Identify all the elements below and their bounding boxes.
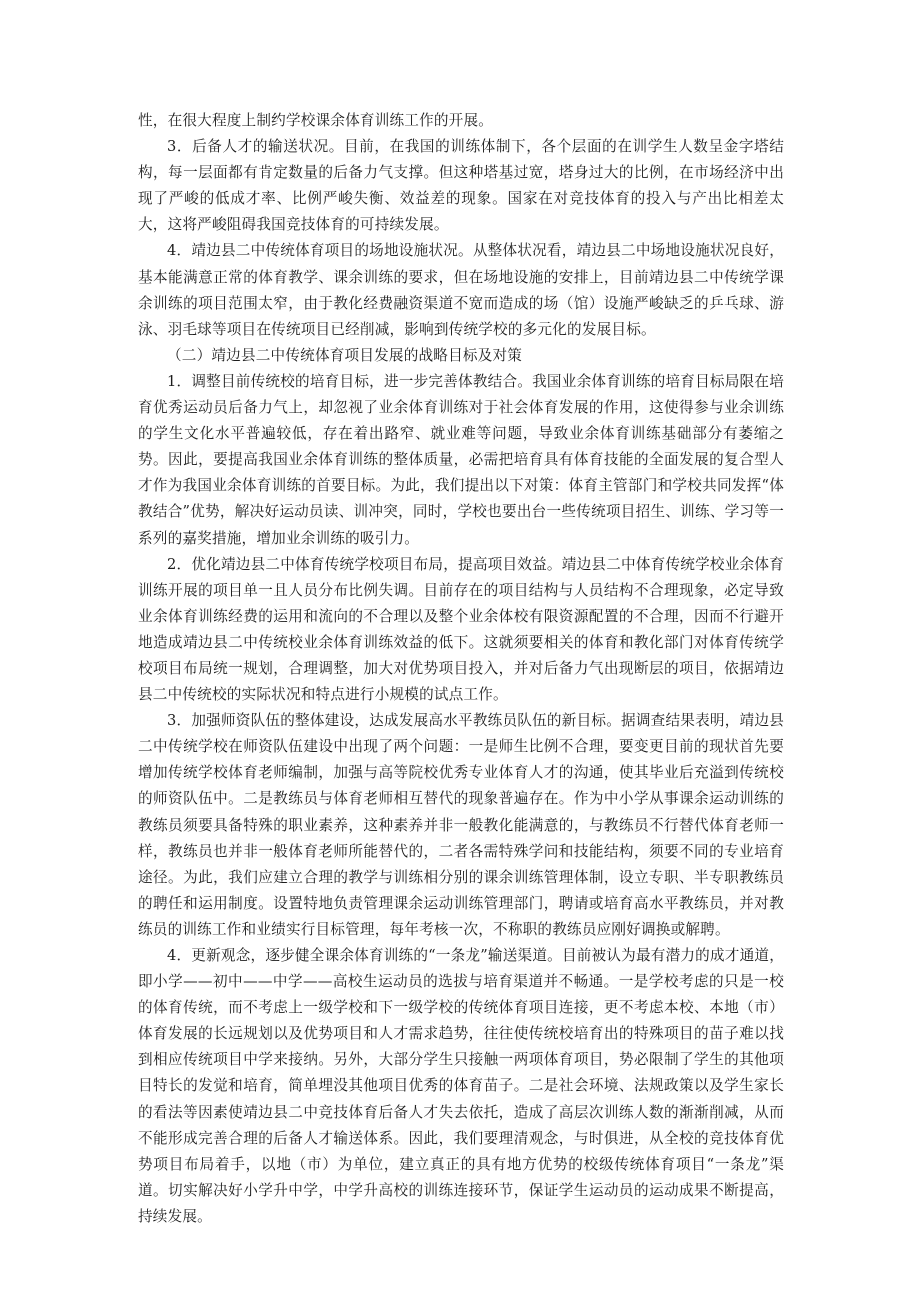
document-page (138, 108, 784, 1230)
paragraph-project-layout: 2．优化靖边县二中体育传统学校项目布局，提高项目效益。靖边县二中体育传统学校业余体育训练开展的项目单一且人员分布比例失调。目前存在的项目结构与人员结构不合理现象，必定导致业余体育训练经费的运用和流向的不合理以及整个业余体校有限资源配置的不合理，因而不行避开地造成靖边县二中传统校业余体育训练效益的低下。这就须要相关的体育和教化部门对体育传统学校项目布局统一规划，合理调整，加大对优势项目投入，并对后备力气出现断层的项目，依据靖边县二中传统校的实际状况和特点进行小规模的试点工作。 (138, 555, 784, 704)
paragraph-teaching-staff: 3．加强师资队伍的整体建设，达成发展高水平教练员队伍的新目标。据调查结果表明，靖边县二中传统学校在师资队伍建设中出现了两个问题：一是师生比例不合理，要变更目前的现状首先要增加传统学校体育老师编制，加强与高等院校优秀专业体育人才的沟通，使其毕业后充溢到传统校的师资队伍中。二是教练员与体育老师相互替代的现象普遍存在。作为中小学从事课余运动训练的教练员须要具备特殊的职业素养，这种素养并非一般教化能满意的，与教练员不行替代体育老师一样，教练员也并非一般体育老师所能替代的，二者各需特殊学问和技能结构，须要不同的专业培育途径。为此，我们应建立合理的教学与训练相分别的课余训练管理体制，设立专职、半专职教练员的聘任和运用制度。设置特地负责管理课余运动训练管理部门，聘请或培育高水平教练员，并对教练员的训练工作和业绩实行目标管理，每年考核一次，不称职的教练员应刚好调换或解聘。 (138, 712, 784, 938)
paragraph-continuation: 性，在很大程度上制约学校课余体育训练工作的开展。 (138, 112, 494, 129)
paragraph-facilities: 4．靖边县二中传统体育项目的场地设施状况。从整体状况看，靖边县二中场地设施状况良好，基本能满意正常的体育教学、课余训练的要求，但在场地设施的安排上，目前靖边县二中传统学课余训练的项目范围太窄，由于教化经费融资渠道不宽而造成的场（馆）设施严峻缺乏的乒乓球、游泳、羽毛球等项目在传统项目已经削减，影响到传统学校的多元化的发展目标。 (138, 242, 784, 338)
paragraph-training-goals: 1．调整目前传统校的培育目标，进一步完善体教结合。我国业余体育训练的培育目标局限在培育优秀运动员后备力气上，却忽视了业余体育训练对于社会体育发展的作用，这使得参与业余训练的学生文化水平普遍较低，存在着出路窄、就业难等问题，导致业余体育训练基础部分有萎缩之势。因此，要提高我国业余体育训练的整体质量，必需把培育具有体育技能的全面发展的复合型人才作为我国业余体育训练的首要目标。为此，我们提出以下对策：体育主管部门和学校共同发挥“体教结合”优势，解决好运动员读、训冲突，同时，学校也要出台一些传统项目招生、训练、学习等一系列的嘉奖措施，增加业余训练的吸引力。 (138, 372, 784, 547)
paragraph-reserve-talent: 3．后备人才的输送状况。目前，在我国的训练体制下，各个层面的在训学生人数呈金字塔结构，每一层面都有肯定数量的后备力气支撑。但这种塔基过宽，塔身过大的比例，在市场经济中出现了严峻的低成才率、比例严峻失衡、效益差的现象。国家在对竞技体育的投入与产出比相差太大，这将严峻阻碍我国竞技体育的可持续发展。 (138, 138, 784, 234)
paragraph-pipeline: 4．更新观念，逐步健全课余体育训练的“一条龙”输送渠道。目前被认为最有潜力的成才通道，即小学——初中——中学——高校生运动员的选拔与培育渠道并不畅通。一是学校考虑的只是一校的体育传统，而不考虑上一级学校和下一级学校的传统体育项目连接，更不考虑本校、本地（市）体育发展的长远规划以及优势项目和人才需求趋势，往往使传统校培育出的特殊项目的苗子难以找到相应传统项目中学来接纳。另外，大部分学生只接触一两项体育项目，势必限制了学生的其他项目特长的发觉和培育，简单埋没其他项目优秀的体育苗子。二是社会环境、法规政策以及学生家长的看法等因素使靖边县二中竞技体育后备人才失去依托，造成了高层次训练人数的渐渐削减，从而不能形成完善合理的后备人才输送体系。因此，我们要理清观念，与时俱进，从全校的竞技体育优势项目布局着手，以地（市）为单位，建立真正的具有地方优势的校级传统体育项目“一条龙”渠道。切实解决好小学升中学，中学升高校的训练连接环节，保证学生运动员的运动成果不断提高，持续发展。 (138, 947, 784, 1225)
section-heading: （二）靖边县二中传统体育项目发展的战略目标及对策 (167, 346, 523, 364)
